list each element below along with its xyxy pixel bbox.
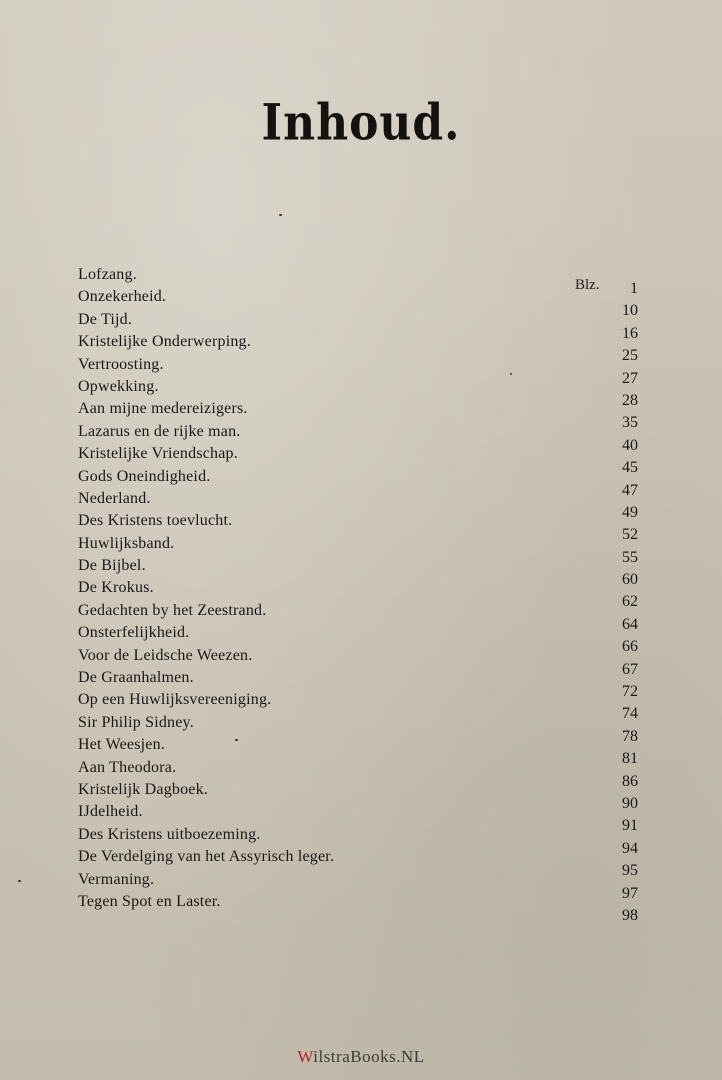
- toc-entry-title: Voor de Leidsche Weezen.: [78, 646, 253, 664]
- toc-entry-title: De Bijbel.: [78, 557, 146, 575]
- toc-entry-page: 98: [622, 906, 638, 924]
- toc-entry-page: 72: [622, 683, 638, 701]
- toc-entry-page: 90: [622, 794, 638, 812]
- toc-entry-page: 47: [622, 481, 638, 499]
- toc-entry-title: Vermaning.: [78, 870, 155, 888]
- toc-entry-title: Huwlijksband.: [78, 534, 175, 552]
- toc-entry-page: 74: [622, 705, 638, 723]
- toc-entry-title: Opwekking.: [78, 377, 159, 395]
- toc-entry-page: 94: [622, 839, 638, 857]
- toc-entry-page: 97: [622, 884, 638, 902]
- toc-entry-page: 35: [622, 414, 638, 432]
- toc-entry-title: Onsterfelijkheid.: [78, 624, 190, 642]
- toc-entry-page: 49: [622, 503, 638, 521]
- toc-entry-title: Nederland.: [78, 489, 151, 507]
- toc-entry-page: 62: [622, 593, 638, 611]
- toc-entry-page: 78: [622, 727, 638, 745]
- table-of-contents: [78, 266, 638, 924]
- toc-entry-title: Gedachten by het Zeestrand.: [78, 601, 267, 619]
- toc-entry-title: Op een Huwlijksvereeniging.: [78, 691, 272, 709]
- toc-entry-title: Des Kristens uitboezeming.: [78, 825, 261, 843]
- toc-row: [78, 892, 638, 924]
- toc-entry-title: De Verdelging van het Assyrisch leger.: [78, 848, 335, 866]
- watermark: [0, 1047, 722, 1067]
- toc-entry-page: 27: [622, 369, 638, 387]
- toc-entry-title: Tegen Spot en Laster.: [78, 892, 221, 910]
- toc-entry-page: 66: [622, 638, 638, 656]
- paper-speck: [235, 739, 238, 741]
- toc-entry-page: 86: [622, 772, 638, 790]
- toc-entry-page: 64: [622, 615, 638, 633]
- watermark-initial: W: [297, 1047, 314, 1066]
- toc-entry-page: 10: [622, 302, 638, 320]
- toc-entry-title: Kristelijke Vriendschap.: [78, 445, 238, 463]
- toc-entry-title: Kristelijk Dagboek.: [78, 780, 208, 798]
- toc-entry-title: Gods Oneindigheid.: [78, 467, 211, 485]
- page-title: Inhoud.: [261, 94, 461, 153]
- toc-entry-page: 1: [630, 280, 638, 297]
- toc-entry-title: De Krokus.: [78, 579, 154, 597]
- toc-entry-title: De Graanhalmen.: [78, 669, 194, 687]
- toc-entry-page: 28: [622, 391, 638, 409]
- toc-entry-page: 52: [622, 526, 638, 544]
- toc-entry-title: Lofzang.: [78, 266, 137, 283]
- toc-entry-page: 45: [622, 459, 638, 477]
- toc-entry-title: Aan mijne medereizigers.: [78, 400, 248, 418]
- toc-entry-page: 55: [622, 548, 638, 566]
- toc-entry-title: Aan Theodora.: [78, 758, 177, 776]
- toc-entry-title: Kristelijke Onderwerping.: [78, 333, 251, 351]
- page-column-label: Blz.: [575, 277, 600, 293]
- toc-entry-title: De Tijd.: [78, 310, 133, 328]
- toc-entry-page: 95: [622, 862, 638, 880]
- toc-entry-page: 91: [622, 817, 638, 835]
- toc-entry-page: 25: [622, 347, 638, 365]
- toc-entry-title: Vertroosting.: [78, 355, 164, 373]
- toc-entry-title: Lazarus en de rijke man.: [78, 422, 241, 440]
- toc-entry-page: 60: [622, 571, 638, 589]
- toc-entry-title: Sir Philip Sidney.: [78, 713, 194, 731]
- paper-speck: [279, 214, 282, 216]
- toc-entry-page: 81: [622, 750, 638, 768]
- toc-entry-title: Onzekerheid.: [78, 288, 167, 306]
- watermark-text: ilstraBooks.NL: [313, 1047, 425, 1066]
- toc-entry-title: IJdelheid.: [78, 803, 143, 821]
- toc-entry-title: Het Weesjen.: [78, 736, 166, 754]
- toc-entry-page: 16: [622, 324, 638, 342]
- toc-entry-title: Des Kristens toevlucht.: [78, 512, 233, 530]
- toc-entry-page: 67: [622, 660, 638, 678]
- paper-speck: [18, 880, 21, 882]
- toc-entry-page: 40: [622, 436, 638, 454]
- paper-speck: [510, 373, 512, 375]
